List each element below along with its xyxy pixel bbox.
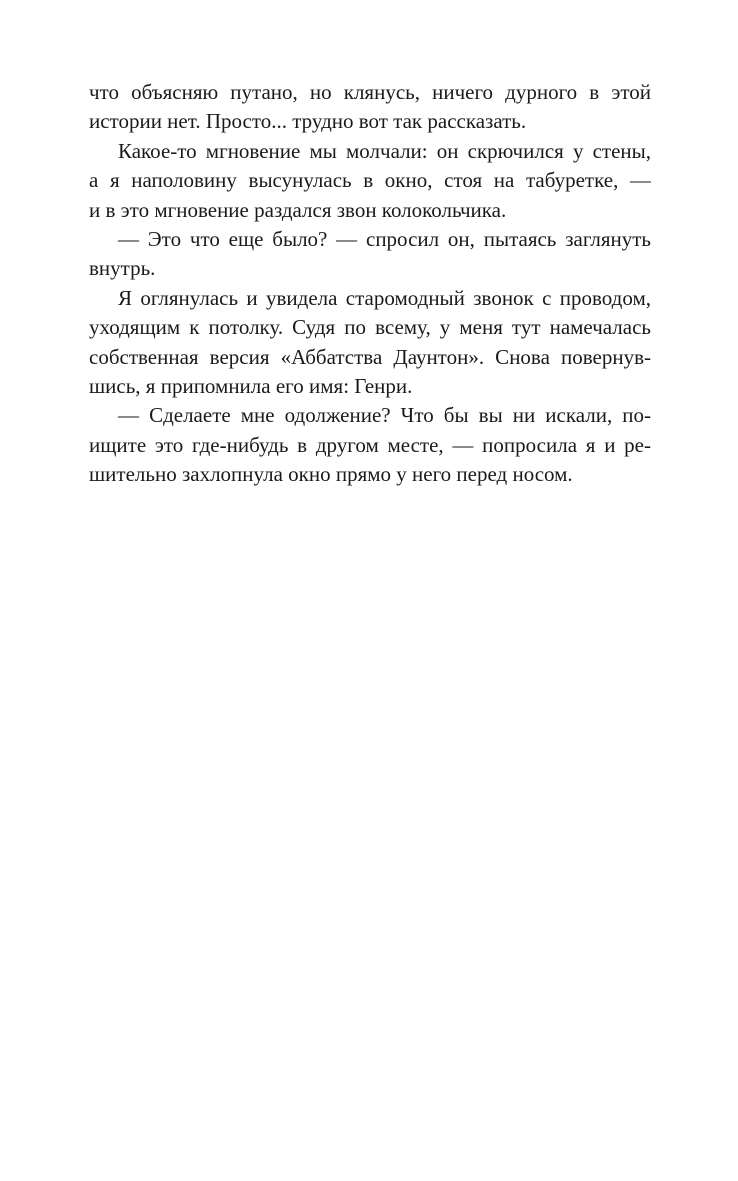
text-line: что объясняю путано, но клянусь, ничего дурного в этой [89, 80, 651, 104]
text-line: шительно захлопнула окно прямо у него перед носом. [89, 462, 573, 487]
body-text [89, 78, 651, 489]
text-line: собственная версия «Аббатства Даунтон». Снова повернув- [89, 344, 651, 369]
text-line: а я наполовину высунулась в окно, стоя на табуретке, — [89, 168, 651, 193]
text-line: и в это мгновение раздался звон колокольчика. [89, 197, 507, 222]
text-line: внутрь. [89, 256, 156, 281]
text-line: шись, я припомнила его имя: Генри. [89, 373, 413, 398]
text-line: — Сделаете мне одолжение? Что бы вы ни искали, по- [118, 403, 651, 428]
text-line: ищите это где-нибудь в другом месте, — попросила я и ре- [89, 432, 651, 457]
text-line: Какое-то мгновение мы молчали: он скрючился у стены, [118, 138, 651, 163]
text-line: истории нет. Просто... трудно вот так рассказать. [89, 109, 527, 134]
text-line: Я оглянулась и увидела старомодный звонок с проводом, [118, 285, 651, 310]
text-line: уходящим к потолку. Судя по всему, у меня тут намечалась [89, 315, 651, 340]
text-line: — Это что еще было? — спросил он, пытаясь заглянуть [118, 226, 651, 251]
